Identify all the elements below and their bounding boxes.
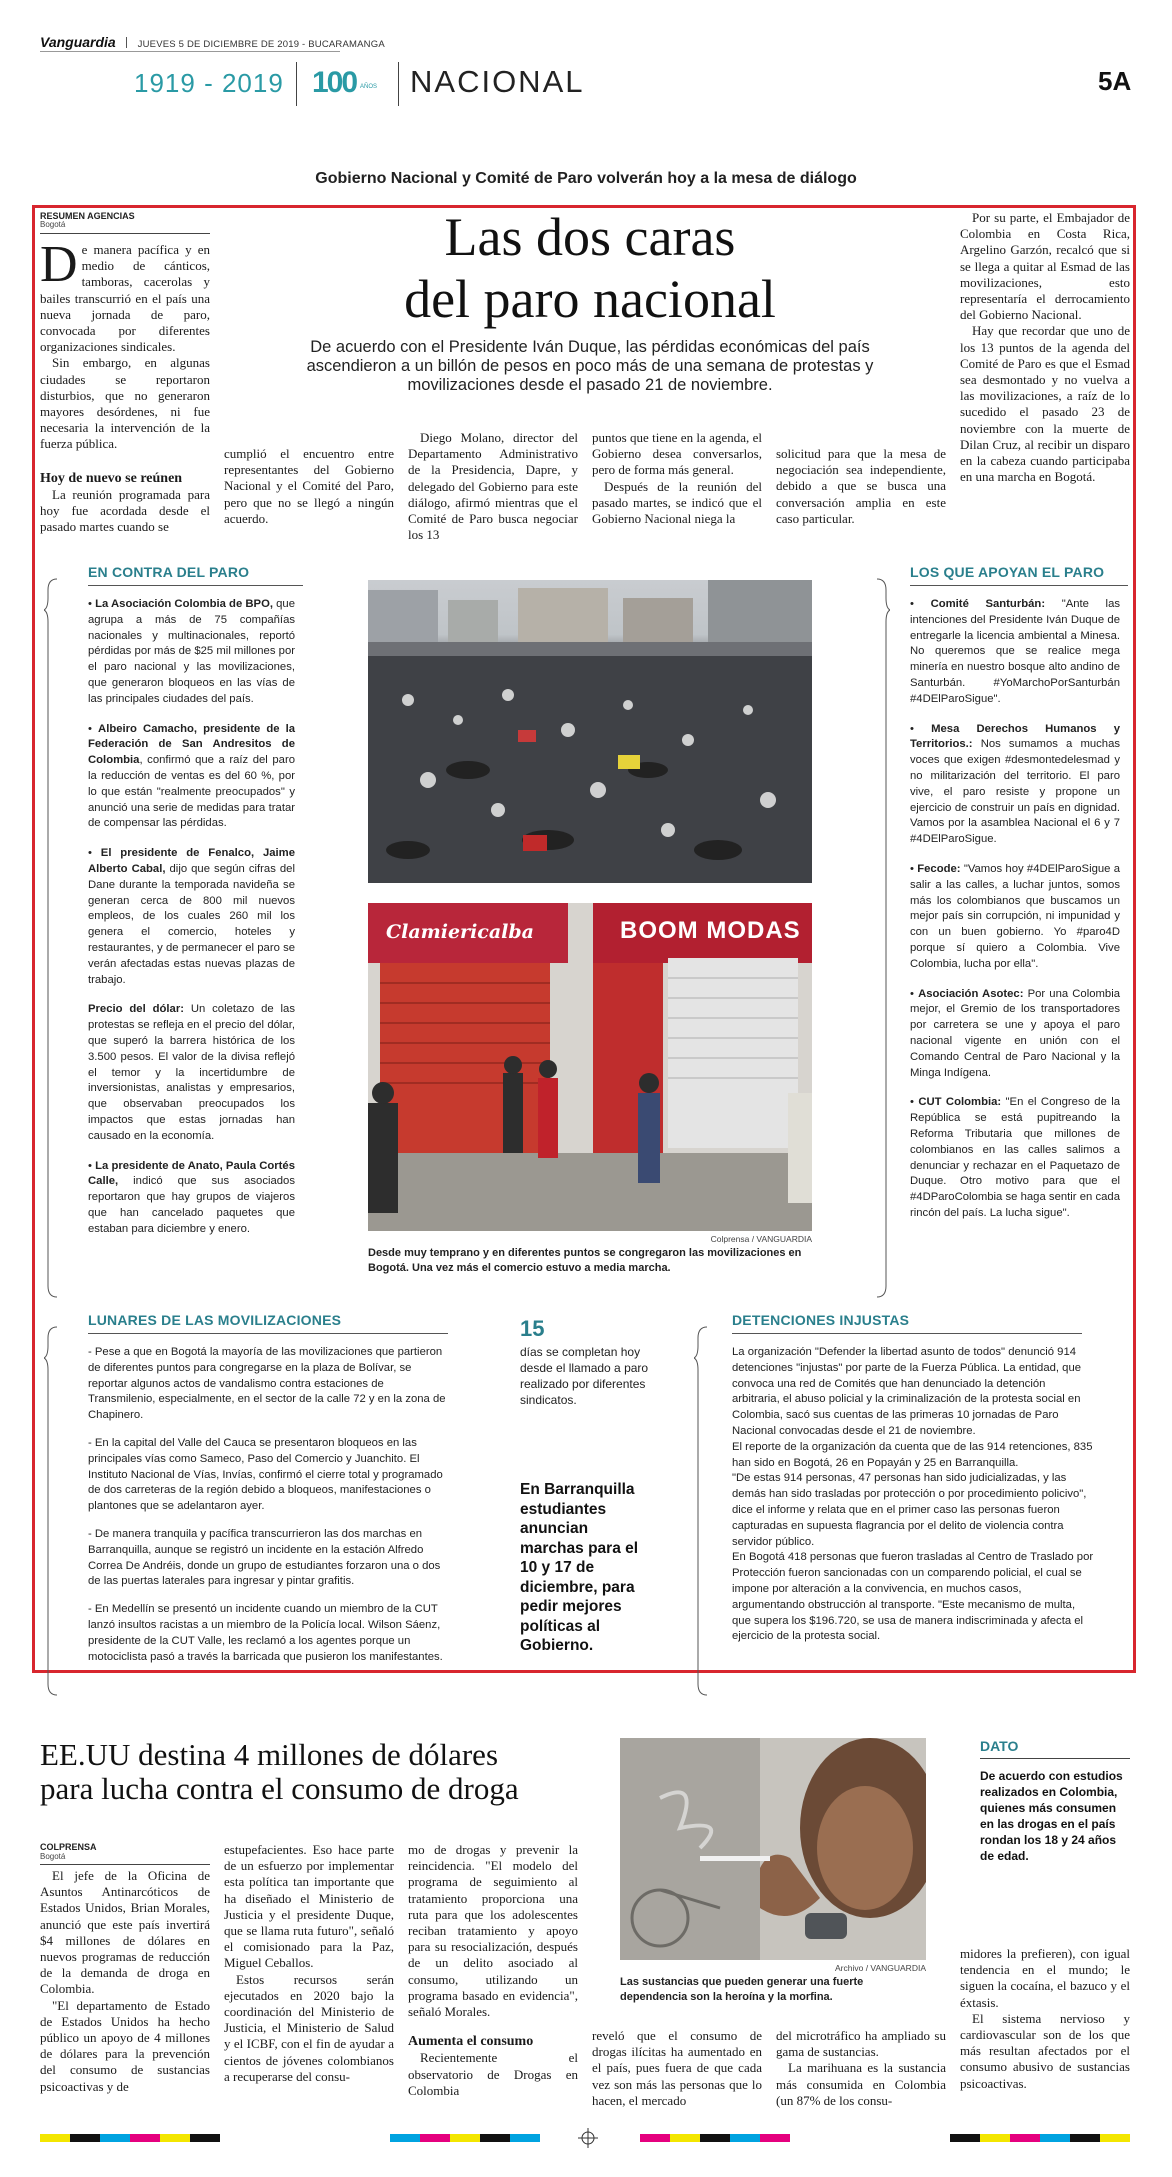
main-col4-paragraph-2: Después de la reunión del pasado martes, se indicó que el Gobierno Nacional niega la	[592, 478, 762, 527]
lunares-item-4: - En Medellín se presentó un incidente cuando un miembro de la CUT lanzó insultos racistas a un miembro de la Policía local. Wilson Sáenz, presidente de la CUT Valle, les reclamó a los agentes porque un motociclista pasó a través la barricada que pusieron los manifestantes.	[88, 1603, 443, 1663]
second-column-1	[40, 1868, 210, 2095]
apoyan-item-3: • Fecode: "Vamos hoy #4DElParoSigue a salir a las calles, a luchar juntos, somos más los colombianos que buscamos un mejor país sin corrupción, ni impunidad y con un buen gobierno. Yo #paro4D porque sí quiero a Colombia. Vive Colombia, lucha por ella".	[910, 862, 1120, 970]
lunares-item-1: - Pese a que en Bogotá la mayoría de las movilizaciones que partieron de diferentes puntos para congregarse en la plaza de Bolívar, se reportar algunos actos de vandalismo contra estaciones de Transmilenio, especialmente, en el sector de la calle 72 y en la zona de Chapinero.	[88, 1346, 446, 1422]
apoyan-item-5-lead: CUT Colombia:	[918, 1096, 1002, 1109]
dato-text: De acuerdo con estudios realizados en Colombia, quienes más consumen en las drogas en el país rondan los 18 y 24 años de edad.	[980, 1769, 1123, 1863]
second-col3-paragraph-1: mo de drogas y prevenir la reincidencia. "El modelo del programa de seguimiento al tratamiento proporciona una ruta para que los adolescentes reciban tratamiento y apoyo para su resocialización, después de un delito asociado al consumo, utilizando un programa basado en evidencia", señaló Morales.	[408, 1842, 578, 2020]
main-column-4	[592, 430, 762, 527]
headline-line-1: Las dos caras	[444, 207, 736, 267]
apoyan-title: LOS QUE APOYAN EL PARO	[910, 564, 1105, 580]
main-col1-text-1: e manera pacífica y en medio de cánticos, tamboras, cacerolas y bailes transcurrió en el país una nueva jornada de paro, convocada por diferentes organizaciones sindicales.	[40, 242, 210, 355]
drug-photo-credit: Archivo / VANGUARDIA	[834, 1963, 926, 1973]
main-col2-paragraph-1: cumplió el encuentro entre representantes del Gobierno Nacional y el Comité del Paro, pero que no se llegó a ningún acuerdo.	[224, 446, 394, 526]
anniversary-years: 1919 - 2019	[134, 68, 284, 98]
en-contra-rule	[88, 585, 303, 586]
store-sign-right: BOOM MODAS	[620, 917, 801, 944]
apoyan-item-3-text: "Vamos hoy #4DElParoSigue a salir a las calles, a luchar juntos, somos más los colombianos que buscamos un mejor país sin corrupción, ni impunidad y con un buen gobierno. Yo #paro4D porque sí quiero a Colombia. Vive Colombia, lucha por ella".	[910, 862, 1120, 970]
closed-stores-photo	[368, 903, 812, 1231]
barranquilla-highlight: En Barranquilla estudiantes anuncian marchas para el 10 y 17 de diciembre, para pedir mejores políticas al Gobierno.	[520, 1481, 639, 1654]
lunares-rule	[88, 1333, 448, 1334]
registration-mark-icon	[578, 2128, 598, 2148]
main-headline	[280, 206, 900, 330]
header-divider-1	[296, 62, 297, 106]
anniversary-logo	[312, 64, 384, 104]
main-deck: De acuerdo con el Presidente Iván Duque, las pérdidas económicas del país ascendieron a un billón de pesos en poco más de una semana de protestas y movilizaciones desde el pasado 21 de noviembre.	[306, 338, 874, 394]
en-contra-item-3: • El presidente de Fenalco, Jaime Alberto Cabal, dijo que según cifras del Dane durante la temporada navideña se generan cerca de 800 mil nuevos empleos, de los cuales 260 mil los genera el comercio, hoteles y restaurantes, y de permanecer el paro se verán afectadas estas nuevas plazas de trabajo.	[88, 847, 295, 986]
main-column-5	[776, 446, 946, 527]
apoyan-item-5-text: "En el Congreso de la República se está pupitreando la Reforma Tributaria que millones de colombianos en las calles salimos a denunciar y rechazar en el Paquetazo de Duque. Otro motivo para que el #4DParoColombia se haga sentir en cada rincón del país. La lucha sigue".	[910, 1096, 1121, 1219]
masthead-rule	[40, 51, 340, 52]
second-headline	[40, 1738, 600, 1806]
second-byline-city: Bogotá	[40, 1852, 66, 1861]
en-contra-item-5: • La presidente de Anato, Paula Cortés Calle, indicó que sus asociados reportaron que hay grupos de viajeros que han cancelado paquetes que estaban para diciembre y enero.	[88, 1159, 295, 1235]
main-col1-paragraph-2: Sin embargo, en algunas ciudades se reportaron disturbios, que no generaron mayores desórdenes, ni fue necesaria la intervención de la fuerza pública.	[40, 355, 210, 452]
fifteen-days-text: días se completan hoy desde el llamado a paro realizado por diferentes sindicatos.	[520, 1345, 649, 1407]
masthead-row	[40, 34, 1140, 52]
lunares-list	[88, 1345, 452, 1665]
en-contra-item-5-lead: La presidente de Anato, Paula Cortés Calle,	[88, 1159, 295, 1188]
main-column-3	[408, 430, 578, 543]
main-byline	[40, 211, 210, 229]
en-contra-item-2: • Albeiro Camacho, presidente de la Federación de San Andresitos de Colombia, confirmó que a raíz del paro la reducción de ventas es del 60 %, por lo que están "realmente preocupados" y anunció una serie de medidas para tratar de compensar las pérdidas.	[88, 722, 296, 830]
apoyan-item-2-text: Nos sumamos a muchas voces que exigen #desmontedelesmad y no militarización del territorio. El paro vive, el paro resiste y propone un ejercicio de construir un país en dignidad. Vamos por la asamblea Nacional el 6 y 7 #4DElParoSigue.	[910, 738, 1120, 846]
color-bar-right	[950, 2134, 1130, 2142]
detenciones-paragraph-4: En Bogotá 418 personas que fueron trasladas al Centro de Traslado por Protección fueron sancionadas con un comparendo policial, el cual se impone por alteración a la convivencia, en muchos casos, argumentando obstrucción al transporte. "Este mecanismo de multa, que supera los $196.720, se usa de manera indiscriminada y afecta el ejercicio de la protesta social.	[732, 1551, 1094, 1643]
apoyan-item-2-lead: Mesa Derechos Humanos y Territorios.:	[910, 722, 1120, 751]
main-column-2	[224, 446, 394, 527]
main-col1-paragraph-1	[40, 236, 210, 355]
apoyan-item-5: • CUT Colombia: "En el Congreso de la República se está pupitreando la Reforma Tributaria que millones de colombianos en las calles salimos a denunciar y rechazar en el Paquetazo de Duque. Otro motivo para que el #4DParoColombia se haga sentir en cada rincón del país. La lucha sigue".	[910, 1096, 1121, 1219]
en-contra-item-2-text: , confirmó que a raíz del paro la reducción de ventas es del 60 %, por lo que están "realmente preocupados" y anunció una serie de medidas para tratar de compensar las pérdidas.	[88, 754, 295, 830]
main-col3-paragraph-1: Diego Molano, director del Departamento Administrativo de la Presidencia, Dapre, y delegado del Gobierno para este diálogo, afirmó mientras que el Comité de Paro busca negociar los 13	[408, 430, 578, 543]
apoyan-item-4-text: Por una Colombia mejor, el Gremio de los transportadores por carretera se une y apoya el paro nacional vigente en unión con el Comando Central de Paro Nacional y la Minga Indígena.	[910, 987, 1120, 1079]
second-byline-agency: COLPRENSA	[40, 1842, 97, 1852]
headline-line-2: del paro nacional	[404, 269, 776, 329]
main-col1-subhead: Hoy de nuevo se reúnen	[40, 470, 183, 486]
detenciones-paragraph-3: "De estas 914 personas, 47 personas han sido judicializadas, y las demás han sido trasladas por protección o por procedimiento policivo", dice el informe y relata que en el primer caso las personas fueron capturadas en supuesta flagrancia por el delito de violencia contra servidor público.	[732, 1472, 1087, 1548]
en-contra-item-4	[88, 1002, 295, 1144]
main-col5-paragraph-1: solicitud para que la mesa de negociación sea independiente, debido a que se busca una conversación amplia en este caso particular.	[776, 446, 946, 526]
en-contra-item-4-lead: Precio del dólar:	[88, 1003, 184, 1016]
dato-rule	[980, 1758, 1130, 1759]
second-col5-paragraph-1: del microtráfico ha ampliado su gama de sustancias.	[776, 2028, 946, 2060]
dato-title: DATO	[980, 1738, 1019, 1754]
color-bar-center-left	[390, 2134, 540, 2142]
en-contra-item-1-lead: La Asociación Colombia de BPO,	[95, 598, 273, 610]
en-contra-item-3-text: dijo que según cifras del Dane durante la temporada navideña se generan cerca de 800 mil nuevos empleos, de los cuales 260 mil los genera el comercio, hoteles y restaurantes, y de permanecer el paro se verán afectadas estas nuevas plazas de trabajo.	[88, 862, 295, 986]
en-contra-item-3-lead: El presidente de Fenalco, Jaime Alberto Cabal,	[88, 847, 295, 875]
apoyan-list	[910, 597, 1120, 1222]
apoyan-item-1: • Comité Santurbán: "Ante las intenciones del Presidente Iván Duque de entregarle la licencia ambiental a Minesa. No queremos que se realice mega minería en nuestro bosque alto andino de Santurbán. #YoMarchoPorSanturbán #4DElParoSigue".	[910, 598, 1120, 705]
main-col1-paragraph-3: La reunión programada para hoy fue acordada desde el pasado martes cuando se	[40, 486, 210, 535]
second-col3-paragraph-2: Recientemente el observatorio de Drogas en Colombia	[408, 2050, 578, 2098]
main-col4-paragraph-1: puntos que tiene en la agenda, el Gobierno desea conversarlos, pero de forma más general.	[592, 430, 762, 478]
apoyan-item-1-text: "Ante las intenciones del Presidente Iván Duque de entregarle la licencia ambiental a Minesa. No queremos que se realice mega minería en nuestro bosque alto andino de Santurbán. #YoMarchoPorSanturbán #4DElParoSigue".	[910, 598, 1120, 705]
color-bar-center-right	[640, 2134, 790, 2142]
second-column-4	[592, 2028, 762, 2109]
fifteen-days-number: 15	[520, 1316, 545, 1341]
second-byline-rule	[40, 1864, 210, 1865]
second-col6-paragraph-1: midores la prefieren), con igual tendencia en el mundo; le siguen la cocaína, el bazuco y el éxtasis.	[960, 1946, 1130, 2010]
header-divider-2	[398, 62, 399, 106]
en-contra-list	[88, 597, 295, 1237]
paper-logo: Vanguardia	[40, 34, 116, 50]
en-contra-brace	[44, 578, 58, 1298]
en-contra-item-5-text: indicó que sus asociados reportaron que hay grupos de viajeros que han cancelado paquetes que estaban para diciembre y enero.	[88, 1175, 295, 1235]
apoyan-brace	[876, 578, 890, 1298]
drug-use-photo	[620, 1738, 926, 1960]
detenciones-brace	[694, 1326, 708, 1696]
detenciones-title: DETENCIONES INJUSTAS	[732, 1312, 910, 1328]
dateline: JUEVES 5 DE DICIEMBRE DE 2019 - BUCARAMANGA	[137, 39, 385, 50]
byline-rule	[40, 233, 210, 234]
second-byline	[40, 1842, 210, 1861]
en-contra-item-4-text: Un coletazo de las protestas se refleja en el precio del dólar, que superó la barrera histórica de los 3.500 pesos. El valor de la divisa reflejó el temor y la incertidumbre de inversionistas, analistas y empresarios, que observaban preocupados los impactos que estas jornadas han causado en la economía.	[88, 1003, 295, 1142]
second-col6-paragraph-2: El sistema nervioso y cardiovascular son de los que más resultan afectados por el consumo abusivo de sustancias psicoactivas.	[960, 2010, 1130, 2091]
en-contra-title: EN CONTRA DEL PARO	[88, 564, 250, 580]
photo-caption: Desde muy temprano y en diferentes puntos se congregaron las movilizaciones en Bogotá. Una vez más el comercio estuvo a media marcha.	[368, 1247, 802, 1274]
color-bar-left	[40, 2134, 220, 2142]
lunares-brace	[44, 1326, 58, 1696]
protest-crowd-photo	[368, 580, 812, 883]
en-contra-item-1-text: que agrupa a más de 75 compañías nacionales y multinacionales, reportó pérdidas por más de $25 mil millones por el paro nacional y las movilizaciones, que generaron bloqueos en las vías de las principales ciudades del país.	[88, 598, 295, 705]
lunares-title: LUNARES DE LAS MOVILIZACIONES	[88, 1312, 342, 1328]
lunares-item-2: - En la capital del Valle del Cauca se presentaron bloqueos en las principales vías como Sameco, Paso del Comercio y Juanchito. El Instituto Nacional de Vías, Invías, confirmó el cierre total y programado de dos carreteras de la región debido a bloqueos, manifestaciones o plantones que se adelantaron ayer.	[88, 1436, 443, 1513]
second-column-6	[960, 1946, 1130, 2092]
apoyan-item-2: • Mesa Derechos Humanos y Territorios.: Nos sumamos a muchas voces que exigen #desmontedelesmad y no militarización del territorio. El paro vive, el paro resiste y propone un ejercicio de construir un país en dignidad. Vamos por la asamblea Nacional el 6 y 7 #4DElParoSigue.	[910, 722, 1120, 846]
drop-cap: D	[40, 236, 78, 293]
second-headline-line-1: EE.UU destina 4 millones de dólares	[40, 1737, 499, 1772]
drug-photo-illustration	[620, 1738, 926, 1960]
stores-illustration	[368, 903, 812, 1231]
second-col3-subhead: Aumenta el consumo	[408, 2034, 534, 2050]
photo-credit: Colprensa / VANGUARDIA	[710, 1234, 812, 1244]
lunares-item-3: - De manera tranquila y pacífica transcurrieron las dos marchas en Barranquilla, aunque se registró un incidente en la estación Alfredo Correa De Andréis, donde un grupo de estudiantes forzaron una o dos de las puertas laterales para ingresar y pintar grafitis.	[88, 1527, 441, 1588]
byline-city: Bogotá	[40, 220, 66, 229]
second-column-5	[776, 2028, 946, 2109]
en-contra-item-2-lead: Albeiro Camacho, presidente de la Federación de San Andresitos de Colombia	[88, 722, 296, 767]
second-column-2	[224, 1842, 394, 2085]
detenciones-text	[732, 1345, 1096, 1645]
apoyan-item-1-lead: Comité Santurbán:	[930, 598, 1046, 610]
anniversary-word: AÑOS	[360, 84, 378, 90]
second-col1-paragraph-2: "El departamento de Estado de Estados Unidos ha hecho público un apoyo de 4 millones de dólares para la prevención del consumo de sustancias psicoactivas y de	[40, 1997, 210, 2094]
byline-agency: RESUMEN AGENCIAS	[40, 211, 135, 221]
second-col1-paragraph-1: El jefe de la Oficina de Asuntos Antinarcóticos de Estados Unidos, Brian Morales, anunció que este país invertirá $4 millones de dólares en nuevos programas de reducción de la demanda de droga en Colombia.	[40, 1868, 210, 1997]
detenciones-paragraph-1: La organización "Defender la libertad asunto de todos" denunció 914 detenciones "injustas" por parte de la Fuerza Pública. La entidad, que convoca una red de Comités que han denunciado la detención arbitraria, el abuso policial y la criminalización de la protesta social en Colombia, sacó sus cuentas de las primeras 10 jornadas de Paro Nacional convocadas desde el 21 de noviembre.	[732, 1346, 1082, 1437]
second-col4-paragraph-1: reveló que el consumo de drogas ilícitas ha aumentado en el país, pues fuera de que cada vez son más las personas que lo hacen, el mercado	[592, 2028, 762, 2108]
main-col6-paragraph-1: Por su parte, el Embajador de Colombia en Costa Rica, Argelino Garzón, recalcó que si se llega a quitar al Esmad de las movilizaciones, esto representaría el derrocamiento del Gobierno Nacional.	[960, 210, 1130, 323]
second-col5-paragraph-2: La marihuana es la sustancia más consumida en Colombia (un 87% de los consu-	[776, 2060, 946, 2108]
apoyan-item-3-lead: Fecode:	[917, 862, 961, 875]
apoyan-item-4-lead: Asociación Asotec:	[918, 987, 1024, 1000]
crowd-illustration	[368, 580, 812, 883]
main-col6-paragraph-2: Hay que recordar que uno de los 13 puntos de la agenda del Comité de Paro es que el Esmad sea desmontado y no vuelva a las movilizaciones, a raíz de lo sucedido el pasado 23 de noviembre con la muerte de Dilan Cruz, al recibir un disparo en la cabeza cuando participaba en una marcha en Bogotá.	[960, 323, 1130, 485]
main-column-1	[40, 236, 210, 535]
detenciones-paragraph-2: El reporte de la organización da cuenta que de las 914 retenciones, 835 han sido en Bogotá, 26 en Popayán y 25 en Barranquilla.	[732, 1440, 1093, 1469]
main-column-6	[960, 210, 1130, 485]
second-column-3	[408, 1842, 578, 2099]
anniversary-number: 100	[312, 66, 357, 99]
page-number: 5A	[1098, 66, 1132, 96]
section-name: NACIONAL	[410, 64, 585, 99]
masthead-separator	[126, 37, 127, 48]
store-sign-left: Clamiericalba	[386, 921, 534, 943]
second-col2-paragraph-1: estupefacientes. Eso hace parte de un esfuerzo por implementar esta política tan importante que ha diseñado el Ministerio de Justicia y el presidente Duque, que se llama ruta futuro", señaló el comisionado para la Paz, Miguel Ceballos.	[224, 1842, 394, 1971]
second-headline-line-2: para lucha contra el consumo de droga	[40, 1771, 519, 1806]
apoyan-rule	[910, 585, 1128, 586]
drug-photo-caption: Las sustancias que pueden generar una fuerte dependencia son la heroína y la morfina.	[620, 1976, 864, 2003]
second-col2-paragraph-2: Estos recursos serán ejecutados en 2020 bajo la coordinación del Ministerio de Justicia, el Ministerio de Salud y el ICBF, con el fin de ayudar a cientos de jóvenes colombianos a recuperarse del consu-	[224, 1971, 394, 2084]
apoyan-item-4: • Asociación Asotec: Por una Colombia mejor, el Gremio de los transportadores por carretera se une y apoya el paro nacional vigente en unión con el Comando Central de Paro Nacional y la Minga Indígena.	[910, 987, 1120, 1079]
main-kicker: Gobierno Nacional y Comité de Paro volverán hoy a la mesa de diálogo	[315, 170, 857, 187]
en-contra-item-1: • La Asociación Colombia de BPO, que agrupa a más de 75 compañías nacionales y multinacionales, reportó pérdidas por más de $25 mil millones por el paro nacional y las movilizaciones, que generaron bloqueos en las vías de las principales ciudades del país.	[88, 598, 295, 705]
detenciones-rule	[732, 1333, 1082, 1334]
